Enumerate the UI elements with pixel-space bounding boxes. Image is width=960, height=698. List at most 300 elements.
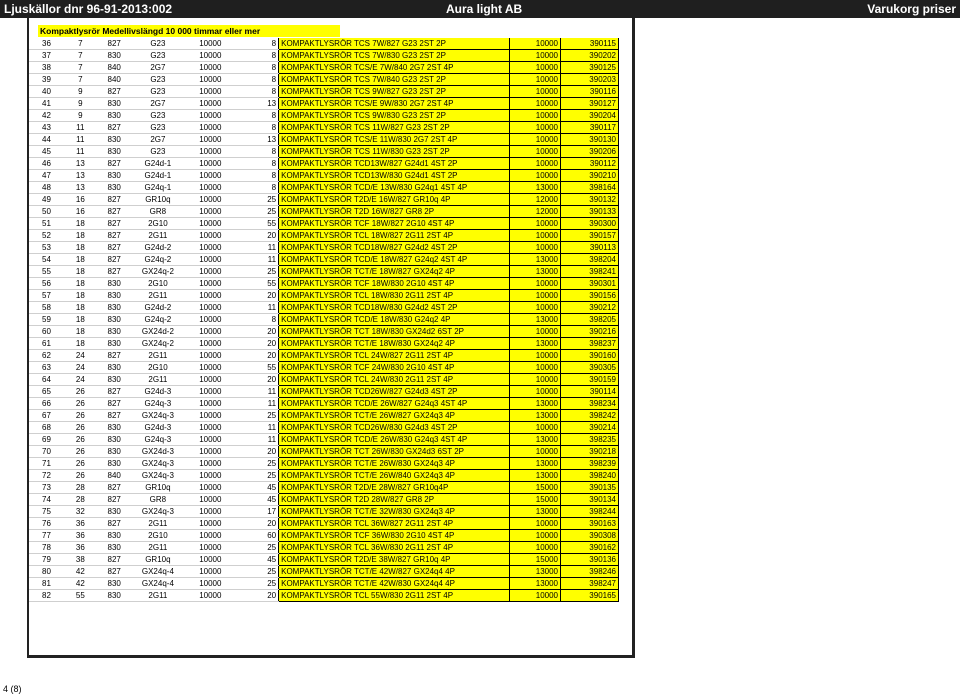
quantity-cell: 25 — [237, 410, 279, 422]
article-number-cell: 390132 — [561, 194, 619, 206]
rated-life-cell: 13000 — [509, 314, 560, 326]
quantity-cell: 25 — [237, 206, 279, 218]
rated-life-cell: 10000 — [509, 218, 560, 230]
socket-cell: GX24q-2 — [132, 338, 184, 350]
row-number-cell: 43 — [29, 122, 64, 134]
wattage-cell: 9 — [64, 86, 97, 98]
row-number-cell: 72 — [29, 470, 64, 482]
table-row — [29, 530, 619, 542]
description-cell: KOMPAKTLYSRÖR TCT/E 26W/840 GX24q3 4P — [279, 470, 510, 482]
color-temp-cell: 830 — [97, 590, 132, 602]
article-number-cell: 390212 — [561, 302, 619, 314]
quantity-cell: 25 — [237, 542, 279, 554]
color-temp-cell: 830 — [97, 314, 132, 326]
rated-life-cell: 13000 — [509, 338, 560, 350]
wattage-cell: 9 — [64, 110, 97, 122]
description-cell: KOMPAKTLYSRÖR TCL 24W/830 2G11 2ST 4P — [279, 374, 510, 386]
article-number-cell: 390163 — [561, 518, 619, 530]
socket-cell: GX24d-2 — [132, 326, 184, 338]
color-temp-cell: 827 — [97, 242, 132, 254]
article-number-cell: 390218 — [561, 446, 619, 458]
description-cell: KOMPAKTLYSRÖR TCD26W/830 G24d3 4ST 2P — [279, 422, 510, 434]
article-number-cell: 390300 — [561, 218, 619, 230]
lifetime-hours-cell: 10000 — [184, 362, 236, 374]
quantity-cell: 8 — [237, 146, 279, 158]
lifetime-hours-cell: 10000 — [184, 338, 236, 350]
color-temp-cell: 830 — [97, 506, 132, 518]
lifetime-hours-cell: 10000 — [184, 590, 236, 602]
socket-cell: 2G10 — [132, 530, 184, 542]
lifetime-hours-cell: 10000 — [184, 386, 236, 398]
wattage-cell: 26 — [64, 422, 97, 434]
quantity-cell: 11 — [237, 398, 279, 410]
article-number-cell: 390206 — [561, 146, 619, 158]
row-number-cell: 70 — [29, 446, 64, 458]
socket-cell: GX24d-3 — [132, 446, 184, 458]
table-row — [29, 422, 619, 434]
socket-cell: 2G10 — [132, 218, 184, 230]
description-cell: KOMPAKTLYSRÖR TCT 18W/830 GX24d2 6ST 2P — [279, 326, 510, 338]
article-number-cell: 390117 — [561, 122, 619, 134]
article-number-cell: 390216 — [561, 326, 619, 338]
description-cell: KOMPAKTLYSRÖR T2D 16W/827 GR8 2P — [279, 206, 510, 218]
table-row — [29, 494, 619, 506]
quantity-cell: 17 — [237, 506, 279, 518]
header-document-ref: Ljuskällor dnr 96-91-2013:002 — [4, 2, 173, 16]
quantity-cell: 8 — [237, 50, 279, 62]
rated-life-cell: 10000 — [509, 302, 560, 314]
table-row — [29, 470, 619, 482]
quantity-cell: 8 — [237, 74, 279, 86]
lifetime-hours-cell: 10000 — [184, 446, 236, 458]
rated-life-cell: 10000 — [509, 350, 560, 362]
color-temp-cell: 830 — [97, 374, 132, 386]
row-number-cell: 36 — [29, 38, 64, 50]
color-temp-cell: 830 — [97, 170, 132, 182]
description-cell: KOMPAKTLYSRÖR T2D/E 28W/827 GR10q4P — [279, 482, 510, 494]
lifetime-hours-cell: 10000 — [184, 518, 236, 530]
rated-life-cell: 10000 — [509, 98, 560, 110]
wattage-cell: 18 — [64, 326, 97, 338]
color-temp-cell: 827 — [97, 398, 132, 410]
rated-life-cell: 10000 — [509, 122, 560, 134]
rated-life-cell: 10000 — [509, 326, 560, 338]
lifetime-hours-cell: 10000 — [184, 506, 236, 518]
wattage-cell: 18 — [64, 302, 97, 314]
row-number-cell: 37 — [29, 50, 64, 62]
wattage-cell: 26 — [64, 398, 97, 410]
socket-cell: GX24q-2 — [132, 266, 184, 278]
lifetime-hours-cell: 10000 — [184, 50, 236, 62]
quantity-cell: 25 — [237, 470, 279, 482]
row-number-cell: 79 — [29, 554, 64, 566]
color-temp-cell: 840 — [97, 470, 132, 482]
rated-life-cell: 10000 — [509, 290, 560, 302]
table-row — [29, 314, 619, 326]
article-number-cell: 390135 — [561, 482, 619, 494]
article-number-cell: 398242 — [561, 410, 619, 422]
article-number-cell: 390203 — [561, 74, 619, 86]
socket-cell: GR10q — [132, 554, 184, 566]
table-row — [29, 266, 619, 278]
quantity-cell: 55 — [237, 218, 279, 230]
socket-cell: G23 — [132, 86, 184, 98]
header-title: Varukorg priser — [867, 2, 956, 16]
article-number-cell: 398164 — [561, 182, 619, 194]
rated-life-cell: 10000 — [509, 386, 560, 398]
wattage-cell: 24 — [64, 374, 97, 386]
row-number-cell: 64 — [29, 374, 64, 386]
table-row — [29, 194, 619, 206]
row-number-cell: 74 — [29, 494, 64, 506]
color-temp-cell: 827 — [97, 494, 132, 506]
lifetime-hours-cell: 10000 — [184, 434, 236, 446]
article-number-cell: 398239 — [561, 458, 619, 470]
description-cell: KOMPAKTLYSRÖR TCD/E 26W/830 G24q3 4ST 4P — [279, 434, 510, 446]
socket-cell: 2G11 — [132, 542, 184, 554]
socket-cell: 2G11 — [132, 350, 184, 362]
product-table — [29, 38, 619, 602]
article-number-cell: 390127 — [561, 98, 619, 110]
article-number-cell: 398235 — [561, 434, 619, 446]
description-cell: KOMPAKTLYSRÖR TCL 18W/827 2G11 2ST 4P — [279, 230, 510, 242]
rated-life-cell: 13000 — [509, 254, 560, 266]
description-cell: KOMPAKTLYSRÖR TCS 9W/827 G23 2ST 2P — [279, 86, 510, 98]
table-row — [29, 230, 619, 242]
wattage-cell: 28 — [64, 482, 97, 494]
description-cell: KOMPAKTLYSRÖR TCD/E 18W/827 G24q2 4ST 4P — [279, 254, 510, 266]
article-number-cell: 390136 — [561, 554, 619, 566]
description-cell: KOMPAKTLYSRÖR TCS 7W/840 G23 2ST 2P — [279, 74, 510, 86]
article-number-cell: 390202 — [561, 50, 619, 62]
row-number-cell: 62 — [29, 350, 64, 362]
table-row — [29, 278, 619, 290]
socket-cell: 2G11 — [132, 518, 184, 530]
quantity-cell: 25 — [237, 266, 279, 278]
description-cell: KOMPAKTLYSRÖR TCL 55W/830 2G11 2ST 4P — [279, 590, 510, 602]
row-number-cell: 41 — [29, 98, 64, 110]
lifetime-hours-cell: 10000 — [184, 422, 236, 434]
lifetime-hours-cell: 10000 — [184, 266, 236, 278]
table-row — [29, 122, 619, 134]
article-number-cell: 390160 — [561, 350, 619, 362]
row-number-cell: 51 — [29, 218, 64, 230]
rated-life-cell: 10000 — [509, 590, 560, 602]
description-cell: KOMPAKTLYSRÖR TCT/E 26W/830 GX24q3 4P — [279, 458, 510, 470]
description-cell: KOMPAKTLYSRÖR TCF 36W/830 2G10 4ST 4P — [279, 530, 510, 542]
quantity-cell: 8 — [237, 182, 279, 194]
lifetime-hours-cell: 10000 — [184, 350, 236, 362]
color-temp-cell: 830 — [97, 578, 132, 590]
socket-cell: GX24q-3 — [132, 506, 184, 518]
article-number-cell: 390204 — [561, 110, 619, 122]
description-cell: KOMPAKTLYSRÖR TCS/E 9W/830 2G7 2ST 4P — [279, 98, 510, 110]
row-number-cell: 67 — [29, 410, 64, 422]
socket-cell: GX24q-3 — [132, 410, 184, 422]
wattage-cell: 18 — [64, 218, 97, 230]
description-cell: KOMPAKTLYSRÖR T2D/E 16W/827 GR10q 4P — [279, 194, 510, 206]
description-cell: KOMPAKTLYSRÖR TCS/E 7W/840 2G7 2ST 4P — [279, 62, 510, 74]
wattage-cell: 11 — [64, 134, 97, 146]
row-number-cell: 57 — [29, 290, 64, 302]
row-number-cell: 76 — [29, 518, 64, 530]
lifetime-hours-cell: 10000 — [184, 38, 236, 50]
quantity-cell: 20 — [237, 590, 279, 602]
color-temp-cell: 827 — [97, 122, 132, 134]
quantity-cell: 45 — [237, 494, 279, 506]
quantity-cell: 55 — [237, 362, 279, 374]
socket-cell: G23 — [132, 38, 184, 50]
article-number-cell: 390165 — [561, 590, 619, 602]
header-company: Aura light AB — [446, 2, 523, 16]
table-row — [29, 218, 619, 230]
row-number-cell: 44 — [29, 134, 64, 146]
description-cell: KOMPAKTLYSRÖR TCL 36W/827 2G11 2ST 4P — [279, 518, 510, 530]
socket-cell: G24q-1 — [132, 182, 184, 194]
row-number-cell: 59 — [29, 314, 64, 326]
rated-life-cell: 13000 — [509, 566, 560, 578]
socket-cell: G24q-3 — [132, 398, 184, 410]
description-cell: KOMPAKTLYSRÖR TCF 18W/830 2G10 4ST 4P — [279, 278, 510, 290]
rated-life-cell: 10000 — [509, 146, 560, 158]
socket-cell: G24q-2 — [132, 254, 184, 266]
row-number-cell: 48 — [29, 182, 64, 194]
rated-life-cell: 10000 — [509, 110, 560, 122]
color-temp-cell: 830 — [97, 290, 132, 302]
socket-cell: G24d-1 — [132, 158, 184, 170]
description-cell: KOMPAKTLYSRÖR T2D/E 38W/827 GR10q 4P — [279, 554, 510, 566]
lifetime-hours-cell: 10000 — [184, 134, 236, 146]
wattage-cell: 28 — [64, 494, 97, 506]
socket-cell: 2G11 — [132, 374, 184, 386]
socket-cell: G24q-2 — [132, 314, 184, 326]
socket-cell: GX24q-4 — [132, 566, 184, 578]
wattage-cell: 26 — [64, 446, 97, 458]
row-number-cell: 69 — [29, 434, 64, 446]
rated-life-cell: 10000 — [509, 518, 560, 530]
rated-life-cell: 10000 — [509, 362, 560, 374]
article-number-cell: 390115 — [561, 38, 619, 50]
quantity-cell: 20 — [237, 290, 279, 302]
description-cell: KOMPAKTLYSRÖR TCL 36W/830 2G11 2ST 4P — [279, 542, 510, 554]
wattage-cell: 7 — [64, 50, 97, 62]
wattage-cell: 26 — [64, 470, 97, 482]
color-temp-cell: 827 — [97, 218, 132, 230]
color-temp-cell: 830 — [97, 542, 132, 554]
color-temp-cell: 827 — [97, 410, 132, 422]
row-number-cell: 46 — [29, 158, 64, 170]
socket-cell: 2G7 — [132, 134, 184, 146]
wattage-cell: 16 — [64, 194, 97, 206]
row-number-cell: 52 — [29, 230, 64, 242]
socket-cell: G23 — [132, 122, 184, 134]
socket-cell: GX24q-3 — [132, 470, 184, 482]
description-cell: KOMPAKTLYSRÖR TCL 24W/827 2G11 2ST 4P — [279, 350, 510, 362]
lifetime-hours-cell: 10000 — [184, 62, 236, 74]
lifetime-hours-cell: 10000 — [184, 146, 236, 158]
color-temp-cell: 827 — [97, 254, 132, 266]
lifetime-hours-cell: 10000 — [184, 410, 236, 422]
wattage-cell: 55 — [64, 590, 97, 602]
socket-cell: 2G11 — [132, 590, 184, 602]
color-temp-cell: 827 — [97, 386, 132, 398]
row-number-cell: 80 — [29, 566, 64, 578]
color-temp-cell: 830 — [97, 98, 132, 110]
socket-cell: G23 — [132, 146, 184, 158]
description-cell: KOMPAKTLYSRÖR TCD/E 26W/827 G24q3 4ST 4P — [279, 398, 510, 410]
article-number-cell: 390305 — [561, 362, 619, 374]
quantity-cell: 25 — [237, 458, 279, 470]
color-temp-cell: 827 — [97, 266, 132, 278]
quantity-cell: 8 — [237, 314, 279, 326]
color-temp-cell: 840 — [97, 62, 132, 74]
table-row — [29, 50, 619, 62]
quantity-cell: 20 — [237, 518, 279, 530]
lifetime-hours-cell: 10000 — [184, 494, 236, 506]
lifetime-hours-cell: 10000 — [184, 230, 236, 242]
color-temp-cell: 830 — [97, 338, 132, 350]
quantity-cell: 8 — [237, 122, 279, 134]
wattage-cell: 18 — [64, 230, 97, 242]
row-number-cell: 54 — [29, 254, 64, 266]
table-row — [29, 542, 619, 554]
wattage-cell: 26 — [64, 410, 97, 422]
lifetime-hours-cell: 10000 — [184, 254, 236, 266]
row-number-cell: 40 — [29, 86, 64, 98]
row-number-cell: 75 — [29, 506, 64, 518]
quantity-cell: 25 — [237, 194, 279, 206]
table-row — [29, 362, 619, 374]
description-cell: KOMPAKTLYSRÖR TCT/E 18W/827 GX24q2 4P — [279, 266, 510, 278]
color-temp-cell: 830 — [97, 302, 132, 314]
wattage-cell: 18 — [64, 266, 97, 278]
description-cell: KOMPAKTLYSRÖR TCT 26W/830 GX24d3 6ST 2P — [279, 446, 510, 458]
color-temp-cell: 827 — [97, 206, 132, 218]
wattage-cell: 32 — [64, 506, 97, 518]
socket-cell: G24q-3 — [132, 434, 184, 446]
table-row — [29, 338, 619, 350]
wattage-cell: 18 — [64, 278, 97, 290]
lifetime-hours-cell: 10000 — [184, 206, 236, 218]
wattage-cell: 26 — [64, 434, 97, 446]
table-row — [29, 134, 619, 146]
socket-cell: 2G7 — [132, 62, 184, 74]
socket-cell: G23 — [132, 50, 184, 62]
rated-life-cell: 10000 — [509, 374, 560, 386]
article-number-cell: 398240 — [561, 470, 619, 482]
color-temp-cell: 830 — [97, 362, 132, 374]
row-number-cell: 47 — [29, 170, 64, 182]
description-cell: KOMPAKTLYSRÖR TCS 11W/827 G23 2ST 2P — [279, 122, 510, 134]
article-number-cell: 390156 — [561, 290, 619, 302]
wattage-cell: 36 — [64, 542, 97, 554]
rated-life-cell: 10000 — [509, 134, 560, 146]
wattage-cell: 13 — [64, 182, 97, 194]
table-row — [29, 482, 619, 494]
row-number-cell: 81 — [29, 578, 64, 590]
socket-cell: 2G7 — [132, 98, 184, 110]
socket-cell: GR8 — [132, 494, 184, 506]
quantity-cell: 20 — [237, 350, 279, 362]
lifetime-hours-cell: 10000 — [184, 122, 236, 134]
socket-cell: 2G11 — [132, 230, 184, 242]
lifetime-hours-cell: 10000 — [184, 218, 236, 230]
description-cell: KOMPAKTLYSRÖR TCS 9W/830 G23 2ST 2P — [279, 110, 510, 122]
socket-cell: G24d-3 — [132, 386, 184, 398]
section-title: Kompaktlysrör Medellivslängd 10 000 timmar eller mer — [38, 25, 340, 37]
row-number-cell: 39 — [29, 74, 64, 86]
lifetime-hours-cell: 10000 — [184, 482, 236, 494]
socket-cell: 2G10 — [132, 362, 184, 374]
row-number-cell: 42 — [29, 110, 64, 122]
description-cell: KOMPAKTLYSRÖR TCS 11W/830 G23 2ST 2P — [279, 146, 510, 158]
description-cell: KOMPAKTLYSRÖR TCD13W/830 G24d1 4ST 2P — [279, 170, 510, 182]
wattage-cell: 18 — [64, 290, 97, 302]
quantity-cell: 45 — [237, 554, 279, 566]
socket-cell: G24d-1 — [132, 170, 184, 182]
color-temp-cell: 827 — [97, 38, 132, 50]
table-row — [29, 566, 619, 578]
table-row — [29, 326, 619, 338]
article-number-cell: 390210 — [561, 170, 619, 182]
table-row — [29, 434, 619, 446]
table-row — [29, 398, 619, 410]
row-number-cell: 73 — [29, 482, 64, 494]
rated-life-cell: 13000 — [509, 434, 560, 446]
description-cell: KOMPAKTLYSRÖR TCT/E 42W/830 GX24q4 4P — [279, 578, 510, 590]
article-number-cell: 398246 — [561, 566, 619, 578]
color-temp-cell: 827 — [97, 86, 132, 98]
description-cell: KOMPAKTLYSRÖR TCT/E 42W/827 GX24q4 4P — [279, 566, 510, 578]
quantity-cell: 11 — [237, 242, 279, 254]
row-number-cell: 65 — [29, 386, 64, 398]
table-row — [29, 374, 619, 386]
quantity-cell: 13 — [237, 134, 279, 146]
socket-cell: GR8 — [132, 206, 184, 218]
wattage-cell: 13 — [64, 158, 97, 170]
table-row — [29, 110, 619, 122]
lifetime-hours-cell: 10000 — [184, 314, 236, 326]
description-cell: KOMPAKTLYSRÖR TCF 24W/830 2G10 4ST 4P — [279, 362, 510, 374]
table-row — [29, 182, 619, 194]
article-number-cell: 398244 — [561, 506, 619, 518]
color-temp-cell: 830 — [97, 446, 132, 458]
rated-life-cell: 13000 — [509, 182, 560, 194]
lifetime-hours-cell: 10000 — [184, 398, 236, 410]
quantity-cell: 8 — [237, 110, 279, 122]
article-number-cell: 390159 — [561, 374, 619, 386]
quantity-cell: 20 — [237, 338, 279, 350]
lifetime-hours-cell: 10000 — [184, 554, 236, 566]
wattage-cell: 36 — [64, 530, 97, 542]
lifetime-hours-cell: 10000 — [184, 374, 236, 386]
lifetime-hours-cell: 10000 — [184, 158, 236, 170]
color-temp-cell: 830 — [97, 110, 132, 122]
row-number-cell: 55 — [29, 266, 64, 278]
rated-life-cell: 10000 — [509, 38, 560, 50]
rated-life-cell: 13000 — [509, 470, 560, 482]
table-row — [29, 458, 619, 470]
row-number-cell: 68 — [29, 422, 64, 434]
description-cell: KOMPAKTLYSRÖR TCT/E 18W/830 GX24q2 4P — [279, 338, 510, 350]
article-number-cell: 398241 — [561, 266, 619, 278]
article-number-cell: 390308 — [561, 530, 619, 542]
description-cell: KOMPAKTLYSRÖR TCT/E 26W/827 GX24q3 4P — [279, 410, 510, 422]
socket-cell: G24d-3 — [132, 422, 184, 434]
row-number-cell: 78 — [29, 542, 64, 554]
wattage-cell: 42 — [64, 566, 97, 578]
rated-life-cell: 10000 — [509, 278, 560, 290]
